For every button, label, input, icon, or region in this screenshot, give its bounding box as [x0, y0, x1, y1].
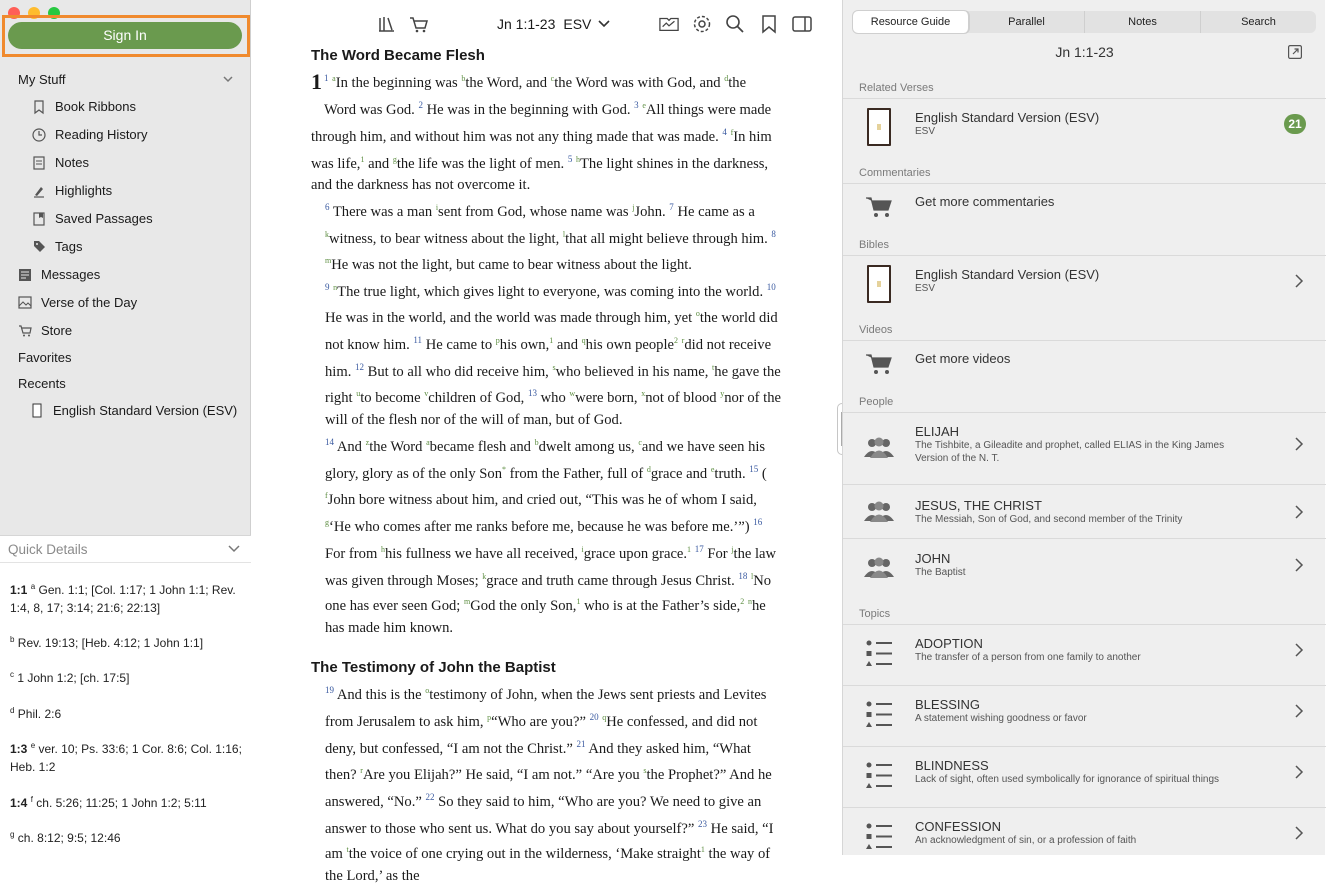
sidebar-item-messages[interactable]: [18, 267, 100, 282]
entry-note: d: [10, 706, 15, 715]
section-label-commentaries: Commentaries: [859, 167, 931, 179]
recent-item-label: English Standard Version (ESV): [53, 403, 238, 418]
reading-plan-icon[interactable]: [659, 14, 679, 34]
saved-passage-icon: [32, 212, 46, 226]
person-row-jesus[interactable]: [843, 484, 1326, 538]
chevron-right-icon: [1294, 642, 1304, 658]
sidebar-toggle-icon[interactable]: [792, 14, 812, 34]
entry-text: Rev. 19:13; [Heb. 4:12; 1 John 1:1]: [17, 636, 204, 650]
entry-note: f: [30, 795, 33, 804]
sidebar-item-saved-passages[interactable]: [32, 211, 153, 226]
resource-tabs: [853, 11, 1316, 33]
row-subtitle: The Baptist: [915, 567, 966, 578]
tab-search[interactable]: Search: [1241, 16, 1276, 28]
people-icon: [863, 437, 895, 459]
bibles-row[interactable]: [843, 255, 1326, 323]
my-stuff-header[interactable]: My Stuff: [18, 72, 66, 87]
topic-row-adoption[interactable]: [843, 624, 1326, 685]
quick-details-entry[interactable]: [10, 826, 244, 847]
cart-icon: [865, 352, 893, 376]
search-icon[interactable]: [725, 14, 745, 34]
row-title: English Standard Version (ESV): [915, 110, 1100, 125]
row-subtitle: ESV: [915, 283, 936, 294]
sidebar-item-store[interactable]: [18, 323, 72, 338]
library-icon[interactable]: [377, 14, 397, 34]
quick-details-entry[interactable]: [10, 578, 244, 617]
related-verses-row[interactable]: [843, 98, 1326, 166]
paragraph: $^6$ There was a man $^i$sent from God, whose name was $^j$John. $^7$ He came as a $^k$witness, to bear witness about the light, $^l$that all might believe through him. $^8$ $^m$He was not the light, but came to bear witness about the light.: [325, 202, 776, 274]
quick-details-title: Quick Details: [8, 541, 88, 557]
commentaries-row[interactable]: [843, 183, 1326, 237]
quick-details-panel: [0, 535, 251, 855]
chevron-down-icon[interactable]: [227, 543, 241, 555]
entry-note: g: [10, 830, 15, 839]
tab-resource-guide[interactable]: Resource Guide: [853, 11, 969, 33]
chevron-right-icon: [1294, 764, 1304, 780]
chevron-right-icon: [1294, 557, 1304, 573]
row-subtitle: The Messiah, Son of God, and second member of the Trinity: [915, 514, 1183, 525]
row-title: CONFESSION: [915, 819, 1001, 834]
cart-icon: [865, 195, 893, 219]
row-title: English Standard Version (ESV): [915, 267, 1100, 282]
entry-text: ch. 5:26; 11:25; 1 John 1:2; 5:11: [36, 796, 207, 810]
sidebar-item-label: Messages: [41, 267, 101, 282]
entry-note: a: [30, 582, 36, 591]
sidebar-item-label: Notes: [55, 155, 89, 170]
row-subtitle: The transfer of a person from one family to another: [915, 652, 1141, 663]
sidebar-item-verse-of-the-day[interactable]: [18, 295, 137, 310]
row-title: Get more videos: [915, 351, 1011, 366]
topic-list-icon: [865, 699, 893, 731]
entry-text: ch. 8:12; 9:5; 12:46: [17, 831, 121, 845]
row-title: JESUS, THE CHRIST: [915, 498, 1042, 513]
bible-reader: [251, 0, 842, 885]
tab-parallel[interactable]: Parallel: [969, 11, 1085, 33]
sidebar-item-highlights[interactable]: [32, 183, 112, 198]
section-label-videos: Videos: [859, 324, 893, 336]
note-icon: [32, 156, 46, 170]
quick-details-entry[interactable]: [10, 702, 244, 723]
chevron-right-icon: [1294, 825, 1304, 841]
topic-list-icon: [865, 638, 893, 670]
highlighter-icon: [32, 184, 46, 198]
sidebar: [0, 0, 251, 855]
bible-cover-icon: [867, 108, 891, 146]
topic-row-confession[interactable]: [843, 807, 1326, 855]
entry-ref: 1:4: [10, 796, 28, 810]
row-title: ADOPTION: [915, 636, 983, 651]
resource-panel: [842, 0, 1325, 855]
chevron-right-icon: [1294, 703, 1304, 719]
recents-header[interactable]: Recents: [18, 376, 66, 391]
image-icon: [18, 296, 32, 310]
row-subtitle: A statement wishing goodness or favor: [915, 713, 1087, 724]
cart-icon[interactable]: [409, 14, 429, 34]
row-title: JOHN: [915, 551, 951, 566]
paragraph: $^{14}$ And $^z$the Word $^a$became flesh and $^b$dwelt among us, $^c$and we have seen his glory, glory as of the only Son* from the Father, full of $^d$grace and $^e$truth. $^{15}$ ( $^f$John bore witness about him, and cried out, “This was he of whom I said, $^g$‘He who comes after me ranks before me, because he was before me.’”) $^{16}$ For from $^h$his fullness we have all received, $^i$grace upon grace.$^1$ $^{17}$ For $^j$the law was given through Moses; $^k$grace and truth came through Jesus Christ. $^{18}$ $^l$No one has ever seen God; $^m$God the only Son,$^1$ who is at the Father’s side,$^2$ $^n$he has made him known.: [325, 437, 777, 637]
ribbon-icon: [32, 100, 46, 114]
sidebar-item-label: Tags: [55, 239, 83, 254]
entry-text: ver. 10; Ps. 33:6; 1 Cor. 8:6; Col. 1:16; Heb. 1:2: [10, 742, 242, 774]
row-subtitle: Lack of sight, often used symbolically for ignorance of spiritual things: [915, 774, 1220, 785]
quick-details-entry[interactable]: [10, 737, 244, 776]
section-heading: The Testimony of John the Baptist: [311, 659, 556, 677]
row-title: BLESSING: [915, 697, 981, 712]
row-subtitle: ESV: [915, 126, 936, 137]
topic-row-blindness[interactable]: [843, 746, 1326, 807]
bible-text[interactable]: [311, 45, 781, 887]
section-label-topics: Topics: [859, 608, 891, 620]
topic-list-icon: [865, 760, 893, 792]
chevron-right-icon: [1294, 273, 1304, 289]
entry-ref: 1:3: [10, 742, 28, 756]
paragraph: $^{19}$ And this is the $^o$testimony of John, when the Jews sent priests and Levites from Jerusalem to ask him, $^p$“Who are you?” $^{20}$ $^q$He confessed, and did not deny, but confessed, “I am not the Christ.” $^{21}$ And they asked him, “What then? $^r$Are you Elijah?” He said, “I am not.” “Are you $^s$the Prophet?” And he answered, “No.” $^{22}$ So they said to him, “Who are you? We need to give an answer to those who sent us. What do you say about yourself?” $^{23}$ He said, “I am $^t$the voice of one crying out in the wilderness, ‘Make straight$^1$ the way of the Lord,’ as the: [325, 685, 774, 885]
entry-note: c: [10, 670, 14, 679]
sidebar-item-book-ribbons[interactable]: [32, 99, 136, 114]
bookmark-icon[interactable]: [759, 14, 779, 34]
tab-notes[interactable]: Notes: [1085, 11, 1201, 33]
bible-cover-icon: [867, 265, 891, 303]
sidebar-item-label: Reading History: [55, 127, 148, 142]
section-heading: The Word Became Flesh: [311, 47, 485, 64]
tag-icon: [32, 240, 46, 254]
clock-icon: [32, 128, 46, 142]
count-badge: 21: [1284, 114, 1306, 134]
entry-ref: 1:1: [10, 583, 28, 597]
videos-row[interactable]: [843, 340, 1326, 394]
chapter-number: 1: [311, 69, 322, 94]
entry-text: Phil. 2:6: [17, 707, 62, 721]
sidebar-item-label: Store: [41, 323, 73, 338]
popout-icon[interactable]: [1288, 45, 1302, 59]
sidebar-item-notes[interactable]: [32, 155, 89, 170]
sidebar-item-label: Highlights: [55, 183, 113, 198]
quick-details-entry[interactable]: [10, 666, 244, 687]
sign-in-button[interactable]: Sign In: [8, 22, 242, 49]
entry-text: Gen. 1:1; [Col. 1:17; 1 John 1:1; Rev. 1:4, 8, 17; 3:14; 21:6; 22:13]: [10, 583, 236, 615]
chevron-right-icon: [1294, 436, 1304, 452]
people-icon: [863, 501, 895, 523]
entry-text: 1 John 1:2; [ch. 17:5]: [17, 671, 130, 685]
gear-icon[interactable]: [692, 14, 712, 34]
sidebar-item-label: Verse of the Day: [41, 295, 138, 310]
chevron-right-icon: [1294, 504, 1304, 520]
sidebar-item-reading-history[interactable]: [32, 127, 148, 142]
quick-details-entry[interactable]: [10, 631, 244, 652]
topic-row-blessing[interactable]: [843, 685, 1326, 746]
version-label: ESV: [563, 16, 592, 32]
panel-reference: Jn 1:1-23: [1055, 44, 1114, 60]
row-title: BLINDNESS: [915, 758, 989, 773]
section-label-bibles: Bibles: [859, 239, 889, 251]
people-icon: [863, 557, 895, 579]
person-row-elijah[interactable]: [843, 412, 1326, 484]
cart-icon: [18, 324, 32, 338]
entry-note: e: [30, 741, 36, 750]
row-subtitle: An acknowledgment of sin, or a profession of faith: [915, 835, 1137, 846]
paragraph: $^9$ $^n$The true light, which gives light to everyone, was coming into the world. $^{10}$ He was in the world, and the world was made through him, yet $^o$the world did not know him. $^{11}$ He came to $^p$his own,$^1$ and $^q$his own people$^2$ $^r$did not receive him. $^{12}$ But to all who did receive him, $^s$who believed in his name, $^t$he gave the right $^u$to become $^v$children of God, $^{13}$ who $^w$were born, $^x$not of blood $^y$nor of the will of the flesh nor of the will of man, but of God.: [325, 282, 781, 429]
sidebar-item-tags[interactable]: [32, 239, 82, 254]
passage-selector[interactable]: [497, 16, 611, 32]
quick-details-entry[interactable]: [10, 791, 244, 812]
chevron-down-icon: [597, 18, 611, 30]
row-title: ELIJAH: [915, 424, 960, 439]
sidebar-item-label: Saved Passages: [55, 211, 153, 226]
passage-reference: Jn 1:1-23: [497, 16, 556, 32]
section-label-related-verses: Related Verses: [859, 82, 934, 94]
sidebar-item-label: Book Ribbons: [55, 99, 136, 114]
chevron-down-icon[interactable]: [222, 73, 234, 85]
entry-note: b: [10, 635, 15, 644]
section-label-people: People: [859, 396, 894, 408]
row-subtitle: The Tishbite, a Gileadite and prophet, called ELIAS in the King James Version of the N. T.: [915, 440, 1225, 464]
person-row-john[interactable]: [843, 538, 1326, 598]
row-title: Get more commentaries: [915, 194, 1055, 209]
messages-icon: [18, 268, 32, 282]
paragraph: 1 $^1$ $^a$In the beginning was $^b$the Word, and $^c$the Word was with God, and $^d$the Word was God. $^2$ He was in the beginning with God. $^3$ $^e$All things were made through him, and without him was not any thing made that was made. $^4$ $^f$In him was life,$^1$ and $^g$the life was the light of men. $^5$ $^h$The light shines in the darkness, and the darkness has not overcome it.: [311, 69, 772, 194]
book-icon: [30, 404, 44, 418]
favorites-header[interactable]: Favorites: [18, 350, 72, 365]
quick-details-header[interactable]: [0, 536, 251, 563]
recent-item-esv[interactable]: [30, 403, 237, 418]
topic-list-icon: [865, 821, 893, 853]
